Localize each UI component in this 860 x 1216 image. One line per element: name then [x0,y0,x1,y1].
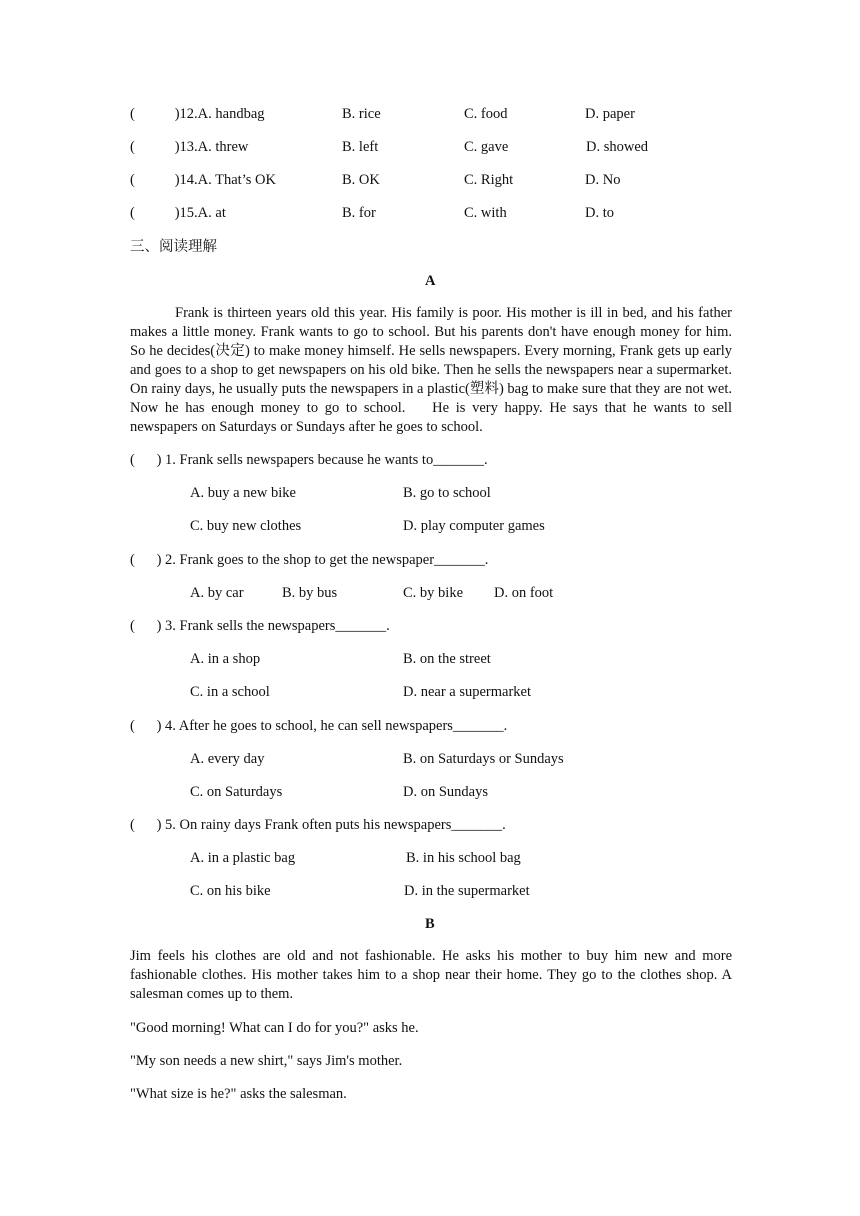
question-4-stem: ( ) 4. After he goes to school, he can sell newspapers_______. [130,718,508,734]
dialogue-line-2: "My son needs a new shirt," says Jim's mother. [130,1053,403,1069]
option-d: D. No [585,172,621,188]
question-4-option-d: D. on Sundays [403,784,488,800]
question-5-stem: ( ) 5. On rainy days Frank often puts his newspapers_______. [130,817,506,833]
option-d: D. to [585,205,614,221]
option-b: B. rice [342,106,381,122]
question-5-option-d: D. in the supermarket [404,883,530,899]
passage-b-intro: Jim feels his clothes are old and not fashionable. He asks his mother to buy him new and more fashionable clothes. His mother takes him to a shop near their home. They go to the clothes shop. A salesman comes up to them. [130,948,732,1002]
question-2-option-c: C. by bike [403,585,464,601]
option-b: B. for [342,205,376,221]
question-stem: ( )12.A. handbag [130,106,265,122]
question-3-stem: ( ) 3. Frank sells the newspapers_______. [130,618,390,634]
question-1-stem: ( ) 1. Frank sells newspapers because he wants to_______. [130,452,488,468]
question-2-option-a: A. by car [190,585,244,601]
question-stem: ( )13.A. threw [130,139,249,155]
option-b: B. left [342,139,379,155]
option-c: C. food [464,106,508,122]
question-3-option-b: B. on the street [403,651,491,667]
question-3-option-c: C. in a school [190,684,270,700]
question-2-option-d: D. on foot [494,585,554,601]
question-5-option-a: A. in a plastic bag [190,850,296,866]
question-stem: ( )15.A. at [130,205,226,221]
passage-a-text: Frank is thirteen years old this year. His family is poor. His mother is ill in bed, and his father makes a little money. Frank wants to go to school. But his parents don't have enough money for him. So he decides(决定) to make money himself. He sells newspapers. Every morning, Frank gets up early and goes to a shop to get newspapers on his old bike. Then he sells the newspapers near a supermarket. On rainy days, he usually puts the newspapers in a plastic(塑料) bag to make sure that they are not wet. Now he has enough money to go to school. He is very happy. He says that he wants to sell newspapers on Saturdays or Sundays after he goes to school. [130,305,732,435]
question-4-option-a: A. every day [190,751,265,767]
passage-a-heading: A [425,273,436,289]
question-5-option-b: B. in his school bag [406,850,521,866]
passage-b-heading: B [425,916,435,932]
option-c: C. Right [464,172,514,188]
dialogue-line-3: "What size is he?" asks the salesman. [130,1086,347,1102]
question-4-option-c: C. on Saturdays [190,784,283,800]
option-b: B. OK [342,172,380,188]
question-2-option-b: B. by bus [282,585,338,601]
question-1-option-a: A. buy a new bike [190,485,296,501]
question-stem: ( )14.A. That’s OK [130,172,276,188]
option-d: D. showed [586,139,649,155]
dialogue-line-1: "Good morning! What can I do for you?" asks he. [130,1020,419,1036]
question-1-option-b: B. go to school [403,485,491,501]
question-1-option-d: D. play computer games [403,518,545,534]
question-5-option-c: C. on his bike [190,883,271,899]
option-c: C. with [464,205,507,221]
question-3-option-a: A. in a shop [190,651,261,667]
section-title: 三、阅读理解 [130,239,217,255]
question-4-option-b: B. on Saturdays or Sundays [403,751,564,767]
option-d: D. paper [585,106,635,122]
question-2-stem: ( ) 2. Frank goes to the shop to get the newspaper_______. [130,552,489,568]
option-c: C. gave [464,139,509,155]
question-3-option-d: D. near a supermarket [403,684,532,700]
question-1-option-c: C. buy new clothes [190,518,302,534]
